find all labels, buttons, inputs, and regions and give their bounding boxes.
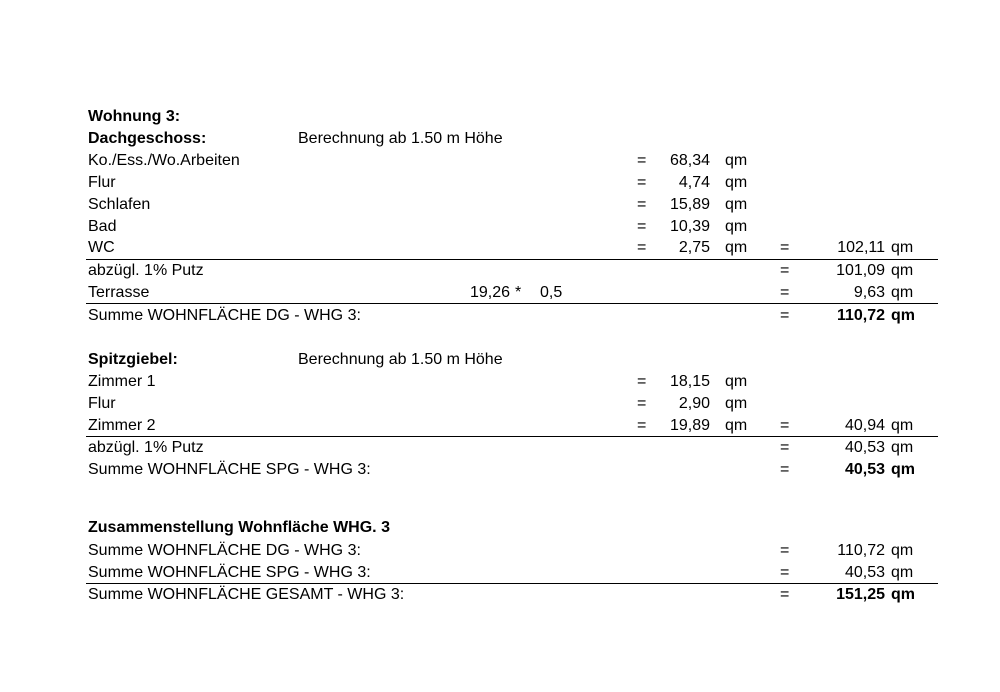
unit: qm: [725, 417, 748, 434]
subtotal-area: 40,94: [844, 417, 885, 434]
room-area: 15,89: [669, 196, 710, 213]
dg-title: Dachgeschoss:: [88, 130, 207, 147]
equals-sign: =: [637, 417, 647, 434]
divider-line: [86, 583, 938, 584]
unit: qm: [891, 542, 914, 559]
spg-note: Berechnung ab 1.50 m Höhe: [298, 351, 503, 368]
room-label: Bad: [88, 218, 117, 235]
terrasse-label: Terrasse: [88, 284, 150, 301]
multiply-sign: *: [515, 284, 522, 301]
room-label: Schlafen: [88, 196, 151, 213]
terrasse-area: 9,63: [853, 284, 885, 301]
terrasse-factor-a: 19,26: [469, 284, 510, 301]
summe-area: 40,53: [844, 461, 885, 478]
equals-sign: =: [637, 395, 647, 412]
putz-area: 101,09: [836, 262, 885, 279]
summary-title: Zusammenstellung Wohnfläche WHG. 3: [88, 519, 390, 536]
equals-sign: =: [780, 461, 790, 478]
equals-sign: =: [780, 564, 790, 581]
unit: qm: [891, 564, 914, 581]
equals-sign: =: [637, 152, 647, 169]
putz-label: abzügl. 1% Putz: [88, 262, 204, 279]
unit: qm: [725, 174, 748, 191]
room-area: 18,15: [669, 373, 710, 390]
room-label: Zimmer 2: [88, 417, 156, 434]
summary-label: Summe WOHNFLÄCHE DG - WHG 3:: [88, 542, 361, 559]
apartment-heading: Wohnung 3:: [88, 108, 181, 125]
unit: qm: [891, 439, 914, 456]
summary-area: 40,53: [844, 564, 885, 581]
equals-sign: =: [780, 239, 790, 256]
unit: qm: [725, 395, 748, 412]
putz-label: abzügl. 1% Putz: [88, 439, 204, 456]
equals-sign: =: [780, 586, 790, 603]
equals-sign: =: [637, 196, 647, 213]
room-label: Flur: [88, 174, 116, 191]
equals-sign: =: [780, 439, 790, 456]
unit: qm: [891, 284, 914, 301]
equals-sign: =: [637, 373, 647, 390]
divider-line: [86, 436, 938, 437]
equals-sign: =: [780, 417, 790, 434]
unit: qm: [891, 586, 915, 603]
unit: qm: [725, 152, 748, 169]
equals-sign: =: [780, 284, 790, 301]
unit: qm: [891, 417, 914, 434]
gesamt-label: Summe WOHNFLÄCHE GESAMT - WHG 3:: [88, 586, 405, 603]
summary-area: 110,72: [837, 542, 885, 559]
subtotal-area: 102,11: [837, 239, 885, 256]
room-area: 10,39: [669, 218, 710, 235]
terrasse-factor-b: 0,5: [540, 284, 563, 301]
dg-note: Berechnung ab 1.50 m Höhe: [298, 130, 503, 147]
equals-sign: =: [637, 239, 647, 256]
unit: qm: [725, 196, 748, 213]
room-label: Ko./Ess./Wo.Arbeiten: [88, 152, 240, 169]
room-area: 4,74: [678, 174, 710, 191]
unit: qm: [725, 218, 748, 235]
divider-line: [86, 259, 938, 260]
room-area: 19,89: [669, 417, 710, 434]
gesamt-area: 151,25: [836, 586, 885, 603]
equals-sign: =: [637, 218, 647, 235]
putz-area: 40,53: [844, 439, 885, 456]
equals-sign: =: [780, 542, 790, 559]
summe-area: 110,72: [836, 307, 885, 324]
room-label: Zimmer 1: [88, 373, 156, 390]
room-label: Flur: [88, 395, 116, 412]
equals-sign: =: [780, 262, 790, 279]
unit: qm: [725, 373, 748, 390]
equals-sign: =: [780, 307, 790, 324]
summe-label: Summe WOHNFLÄCHE SPG - WHG 3:: [88, 461, 371, 478]
unit: qm: [891, 461, 915, 478]
divider-line: [86, 303, 938, 304]
equals-sign: =: [637, 174, 647, 191]
room-area: 2,75: [678, 239, 710, 256]
summary-label: Summe WOHNFLÄCHE SPG - WHG 3:: [88, 564, 371, 581]
room-label: WC: [88, 239, 115, 256]
unit: qm: [891, 307, 915, 324]
unit: qm: [891, 262, 914, 279]
room-area: 68,34: [669, 152, 710, 169]
unit: qm: [725, 239, 748, 256]
unit: qm: [891, 239, 914, 256]
summe-label: Summe WOHNFLÄCHE DG - WHG 3:: [88, 307, 361, 324]
room-area: 2,90: [678, 395, 710, 412]
spg-title: Spitzgiebel:: [88, 351, 178, 368]
